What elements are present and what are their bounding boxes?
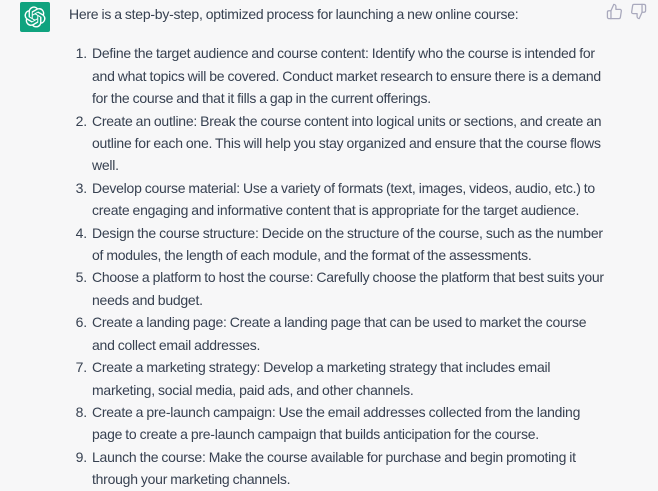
step-item: 8. Create a pre-launch campaign: Use the email addresses collected from the landing page to create a pre-launch campaign that builds anticipation for the course. <box>90 401 609 446</box>
thumbs-down-icon <box>630 3 647 20</box>
message-content <box>69 2 609 491</box>
thumbs-down-button[interactable] <box>630 3 647 20</box>
step-item: 9. Launch the course: Make the course available for purchase and begin promoting it through your marketing channels. <box>90 446 609 491</box>
step-item: 1. Define the target audience and course content: Identify who the course is intended for and what topics will be covered. Conduct market research to ensure there is a demand for the course and that it fills a gap in the current offerings. <box>90 42 609 109</box>
steps-list <box>69 42 609 490</box>
step-item: 2. Create an outline: Break the course content into logical units or sections, and create an outline for each one. This will help you stay organized and ensure that the course flows well. <box>90 110 609 177</box>
thumbs-up-icon <box>606 3 623 20</box>
message-intro: Here is a step-by-step, optimized process for launching a new online course: <box>69 6 519 22</box>
step-item: 3. Develop course material: Use a variety of formats (text, images, videos, audio, etc.) to create engaging and informative content that is appropriate for the target audience. <box>90 177 609 222</box>
thumbs-up-button[interactable] <box>606 3 623 20</box>
feedback-controls <box>606 3 647 20</box>
step-item: 7. Create a marketing strategy: Develop a marketing strategy that includes email marketing, social media, paid ads, and other channels. <box>90 356 609 401</box>
step-item: 4. Design the course structure: Decide on the structure of the course, such as the number of modules, the length of each module, and the format of the assessments. <box>90 222 609 267</box>
assistant-avatar <box>20 2 50 32</box>
step-item: 5. Choose a platform to host the course: Carefully choose the platform that best suits your needs and budget. <box>90 266 609 311</box>
openai-logo-icon <box>24 6 46 28</box>
step-item: 6. Create a landing page: Create a landing page that can be used to market the course and collect email addresses. <box>90 311 609 356</box>
